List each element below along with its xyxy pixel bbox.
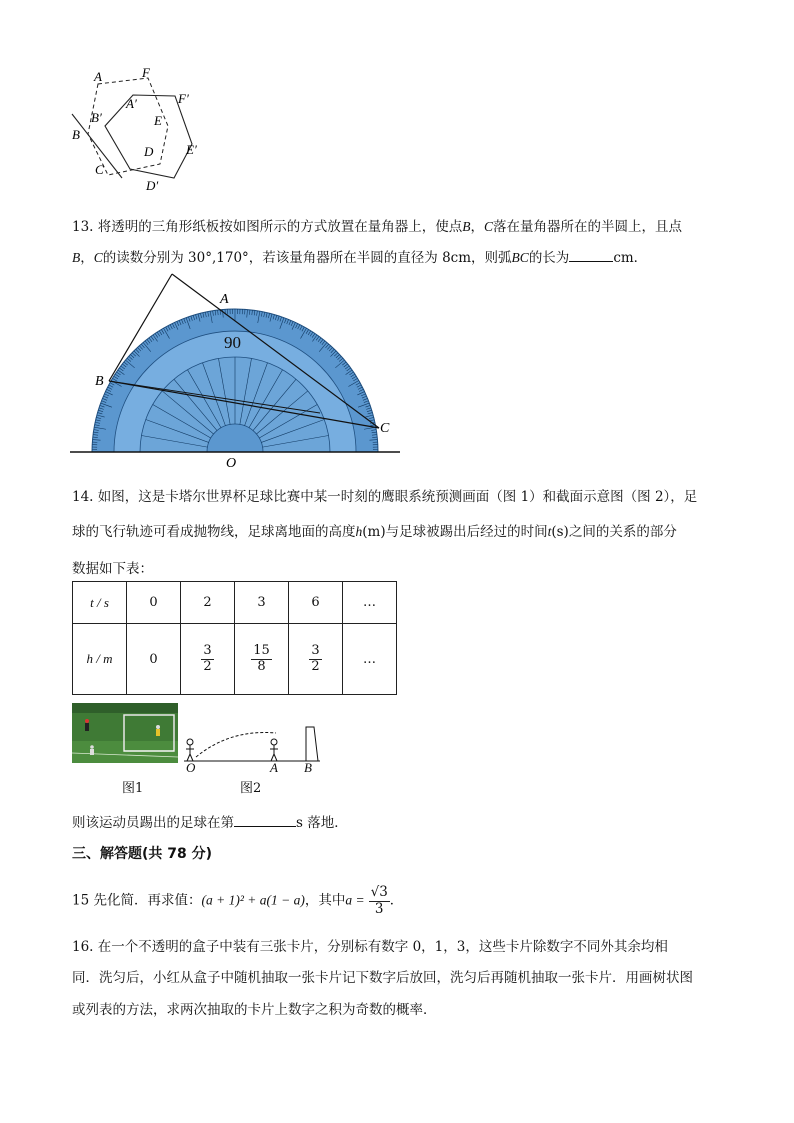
label-F-prime: F′ (178, 91, 189, 106)
label-O-fig2: O (186, 760, 196, 775)
q14-text2c: 之间的关系的部分 (568, 524, 677, 540)
q13-unit: cm． (613, 250, 648, 266)
table-row (73, 582, 397, 624)
table-cell (289, 624, 343, 695)
caption-fig2: 图2 (240, 781, 262, 796)
label-C: C (95, 162, 104, 177)
q13-line1 (72, 215, 682, 235)
q15-number: 15 (72, 892, 90, 909)
table-cell: 3 (235, 582, 289, 624)
q16-text1: 在一个不透明的盒子中装有三张卡片，分别标有数字 0，1，3，这些卡片除数字不同外其余均相 (97, 939, 668, 955)
q14-text2a: 球的飞行轨迹可看成抛物线，足球离地面的高度 (72, 524, 356, 540)
label-A-fig2: A (270, 760, 278, 775)
goal-post-icon (306, 727, 318, 761)
q14-number: 14. (72, 489, 94, 505)
q13-point-c: C (484, 219, 494, 234)
label-A: A (220, 292, 229, 307)
hexagon-solid (105, 95, 192, 178)
label-B-fig2: B (304, 760, 312, 775)
q14-unit-t: (s) (551, 524, 569, 540)
caption-fig1: 图1 (122, 781, 144, 796)
label-B: B (72, 127, 80, 142)
q14-answer-suffix: s 落地． (296, 815, 348, 831)
soccer-photo (72, 703, 178, 763)
q14-line2 (72, 520, 677, 540)
table-row (73, 624, 397, 695)
player-o-icon (186, 739, 194, 761)
q16-line2 (72, 966, 693, 986)
ball-trajectory (196, 733, 276, 758)
q15-fraction-denominator: 3 (374, 900, 384, 917)
player-a-icon (270, 739, 278, 761)
label-O: O (226, 456, 237, 470)
q13-sep: ， (470, 219, 485, 235)
q13-text2: 的读数分别为 30°,170°，若该量角器所在半圆的直径为 8cm，则弧 (102, 250, 512, 266)
q15-text-a: 先化简．再求值： (93, 892, 202, 909)
q14-answer-line (72, 811, 348, 831)
table-cell: 6 (289, 582, 343, 624)
section-3-title: 三、解答题(共 78 分) (72, 846, 213, 862)
table-cell: 0 (127, 624, 181, 695)
table-cell: … (343, 624, 397, 695)
q16-text2: 同．洗匀后，小红从盒子中随机抽取一张卡片记下数字后放回，洗匀后再随机抽取一张卡片．用画树状图 (72, 970, 693, 986)
q16-text3: 或列表的方法，求两次抽取的卡片上数字之积为奇数的概率． (72, 1002, 437, 1018)
table-cell: … (343, 582, 397, 624)
q15-var: a = (345, 892, 365, 908)
label-F: F (142, 65, 150, 80)
q13-point-b: B (462, 219, 471, 234)
q13-number: 13. (72, 219, 94, 235)
q13-point-b2: B (72, 250, 81, 265)
q16-line3 (72, 998, 437, 1018)
q14-data-table (72, 581, 397, 695)
label-A: A (94, 69, 102, 84)
q15-text-b: ，其中 (304, 892, 346, 909)
label-B: B (95, 374, 104, 389)
q13-text1-end: 落在量角器所在的半圆上，且点 (493, 219, 683, 235)
fraction-denominator: 2 (203, 658, 212, 674)
table-cell: 2 (181, 582, 235, 624)
table-cell (235, 624, 289, 695)
label-A-prime: A′ (126, 96, 137, 111)
table-head-h: h / m (73, 624, 127, 695)
q14-unit-h: (m) (362, 524, 386, 540)
q13-text2-end: 的长为 (528, 250, 570, 266)
q14-line1 (72, 485, 697, 505)
table-head-t: t / s (73, 582, 127, 624)
fraction-denominator: 2 (311, 658, 320, 674)
q14-answer-blank[interactable] (234, 812, 296, 827)
q13-text1: 将透明的三角形纸板按如图所示的方式放置在量角器上，使点 (97, 219, 463, 235)
fraction-numerator: 3 (311, 642, 320, 658)
q14-answer-prefix: 则该运动员踢出的足球在第 (72, 815, 234, 831)
table-cell: 0 (127, 582, 181, 624)
label-D-prime: D′ (146, 178, 159, 193)
fraction-numerator: 15 (253, 642, 270, 658)
q13-arc-bc: BC (511, 250, 529, 265)
fraction-denominator: 8 (257, 658, 266, 674)
label-C: C (380, 421, 390, 436)
q14-text2b: 与足球被踢出后经过的时间 (385, 524, 548, 540)
label-D: D (144, 144, 154, 159)
label-E-prime: E′ (186, 142, 197, 157)
q14-text1: 如图，这是卡塔尔世界杯足球比赛中某一时刻的鹰眼系统预测画面（图 1）和截面示意图（图 2），足 (97, 489, 698, 505)
fraction (251, 644, 272, 675)
q16-number: 16. (72, 939, 94, 955)
q15-fraction-numerator: √3 (370, 884, 388, 900)
q15-line (72, 885, 403, 917)
q13-point-c2: C (93, 250, 103, 265)
q15-end: ． (389, 892, 404, 909)
fraction (309, 644, 321, 675)
protractor-ticks (92, 309, 378, 452)
q14-var-t: t (547, 524, 552, 539)
protractor-figure (70, 268, 400, 470)
q16-line1 (72, 935, 668, 955)
q15-fraction (369, 885, 390, 917)
fraction-numerator: 3 (203, 642, 212, 658)
label-90: 90 (224, 333, 241, 352)
trajectory-diagram (182, 723, 322, 779)
q13-sep2: ， (80, 250, 94, 266)
q13-line2 (72, 246, 647, 266)
label-E: E (154, 113, 162, 128)
hexagon-rotation-figure (60, 62, 220, 197)
q15-expression: (a + 1)² + a(1 − a) (201, 892, 305, 908)
label-B-prime: B′ (91, 110, 102, 125)
q14-text3: 数据如下表： (72, 561, 153, 577)
q14-line3 (72, 557, 153, 577)
q13-answer-blank[interactable] (569, 247, 613, 262)
q14-var-h: h (355, 524, 363, 539)
fraction (201, 644, 213, 675)
table-cell (181, 624, 235, 695)
